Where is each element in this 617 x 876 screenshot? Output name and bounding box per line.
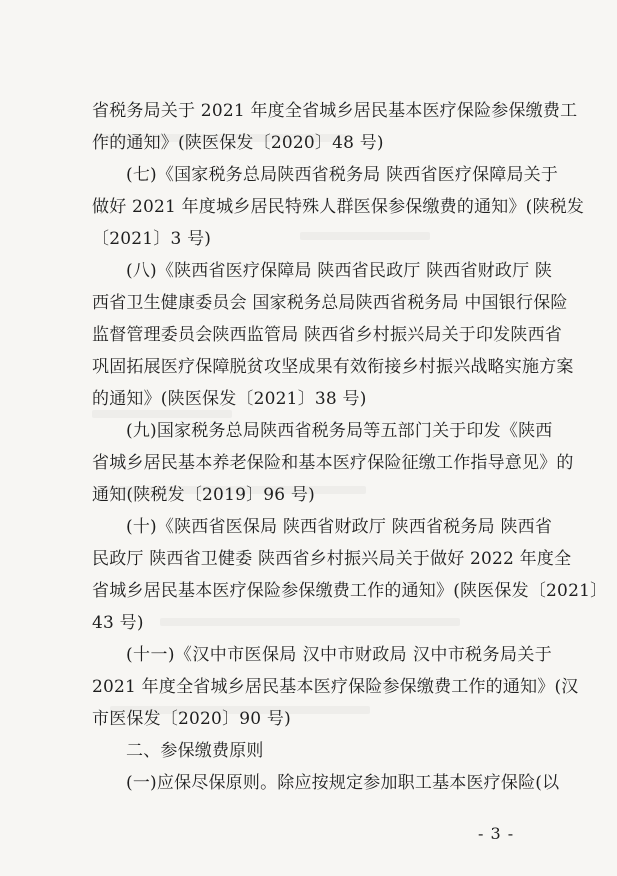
text-line: 通知(陕税发〔2019〕96 号) (92, 485, 315, 505)
page-number: - 3 - (478, 824, 515, 843)
text-line: 省城乡居民基本医疗保险参保缴费工作的通知》(陕医保发〔2021〕 (92, 581, 608, 601)
text-line: 监督管理委员会陕西监管局 陕西省乡村振兴局关于印发陕西省 (92, 325, 563, 345)
text-line: 民政厅 陕西省卫健委 陕西省乡村振兴局关于做好 2022 年度全 (92, 549, 572, 569)
text-line: 43 号) (92, 613, 144, 633)
text-line: 作的通知》(陕医保发〔2020〕48 号) (92, 133, 384, 153)
section-heading: 二、参保缴费原则 (126, 741, 264, 761)
text-line: (一)应保尽保原则。除应按规定参加职工基本医疗保险(以 (126, 773, 560, 793)
text-line: (八)《陕西省医疗保障局 陕西省民政厅 陕西省财政厅 陕 (126, 261, 553, 281)
text-line: 省城乡居民基本养老保险和基本医疗保险征缴工作指导意见》的 (92, 453, 574, 473)
text-line: (九)国家税务总局陕西省税务局等五部门关于印发《陕西 (126, 421, 553, 441)
text-line: 〔2021〕3 号) (92, 229, 212, 249)
text-line: 市医保发〔2020〕90 号) (92, 709, 291, 729)
text-line: 做好 2021 年度城乡居民特殊人群医保参保缴费的通知》(陕税发 (92, 197, 585, 217)
text-line: (七)《国家税务总局陕西省税务局 陕西省医疗保障局关于 (126, 165, 559, 185)
text-line: 2021 年度全省城乡居民基本医疗保险参保缴费工作的通知》(汉 (92, 677, 579, 697)
text-line: (十)《陕西省医保局 陕西省财政厅 陕西省税务局 陕西省 (126, 517, 553, 537)
text-line: (十一)《汉中市医保局 汉中市财政局 汉中市税务局关于 (126, 645, 552, 665)
bleed-through-mark (92, 410, 232, 418)
text-line: 西省卫生健康委员会 国家税务总局陕西省税务局 中国银行保险 (92, 293, 568, 313)
text-line: 的通知》(陕医保发〔2021〕38 号) (92, 389, 367, 409)
text-line: 巩固拓展医疗保障脱贫攻坚成果有效衔接乡村振兴战略实施方案 (92, 357, 574, 377)
text-line: 省税务局关于 2021 年度全省城乡居民基本医疗保险参保缴费工 (92, 101, 578, 121)
